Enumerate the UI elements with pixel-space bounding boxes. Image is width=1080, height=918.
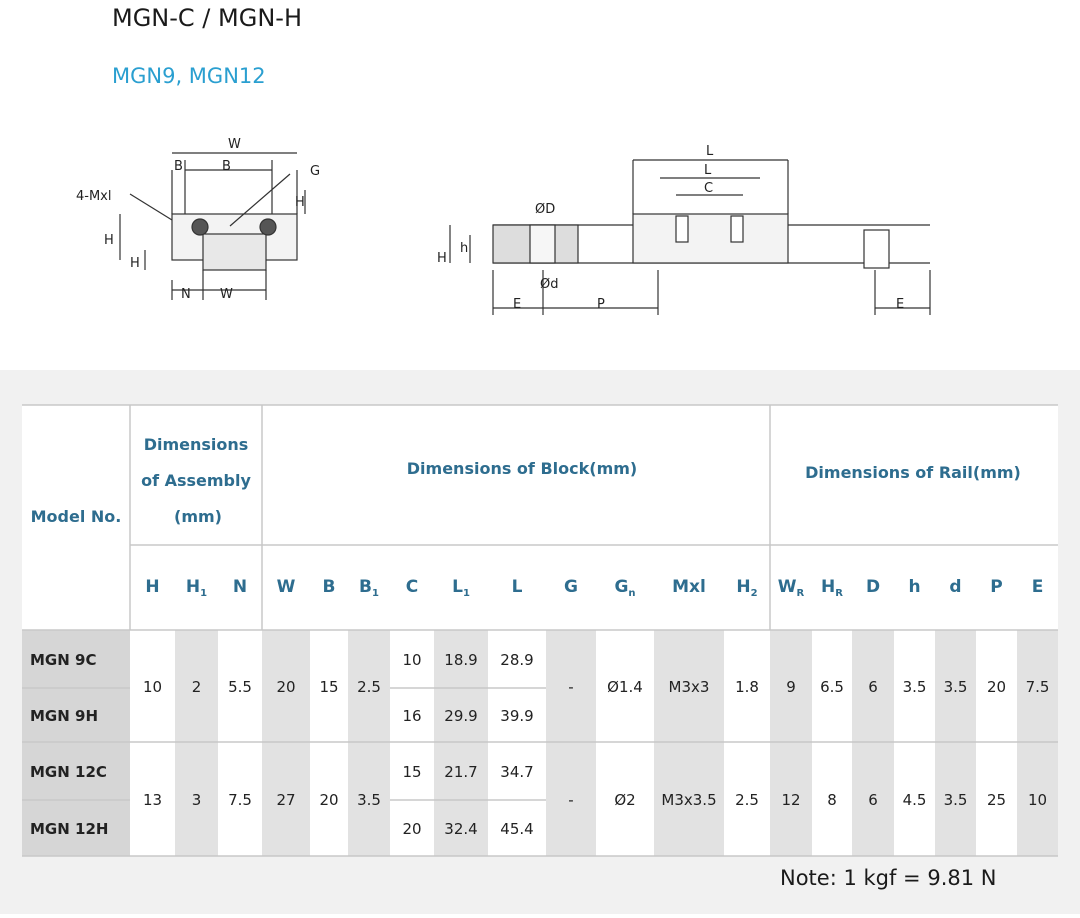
cell-d: 3.5 [943,678,968,696]
column-header: $H_R$ [821,577,843,599]
column-header: N [232,577,248,597]
label-W: W [228,137,241,152]
cell-L: 34.7 [500,763,534,781]
label-H2: H [295,195,305,210]
column-header: $B_1$ [359,577,379,599]
cell-L1: 18.9 [444,651,478,669]
cell-L1: 21.7 [444,763,478,781]
cell-H: 10 [142,678,163,696]
unit-note: Note: 1 kgf = 9.81 N [780,866,997,890]
shaded-column [348,630,390,856]
column-header: B [322,577,336,597]
label-E: E [513,297,522,312]
label-C: C [704,181,714,196]
label-Gn: G [310,164,321,179]
label-D: ØD [535,202,556,217]
cross-section-drawing [120,153,305,300]
header-assembly: Dimensions [143,435,249,454]
cell-N: 5.5 [228,678,252,696]
label-H1: H [130,256,140,271]
cell-L: 45.4 [500,820,534,838]
cell-h: 4.5 [902,791,927,809]
model-name: MGN 9H [30,707,99,725]
cell-D: 6 [868,791,878,809]
column-header: C [405,577,419,597]
label-L1: L [704,163,712,178]
column-header: $H_2$ [736,577,758,599]
label-P: P [597,297,605,312]
cell-H1: 3 [191,791,202,809]
column-header: $W_R$ [777,577,805,599]
label-L: L [706,144,714,159]
label-WR: W [220,287,233,302]
model-name: MGN 9C [30,651,97,669]
page-subtitle: MGN9, MGN12 [112,64,266,88]
column-header: W [276,577,296,597]
header-block: Dimensions of Block(mm) [406,459,638,478]
label-N: N [181,287,191,302]
shaded-column [546,630,596,856]
shaded-column [770,630,812,856]
page-title: MGN-C / MGN-H [112,4,302,32]
model-name: MGN 12H [30,820,109,838]
shaded-column [175,630,218,856]
cell-E: 7.5 [1025,678,1050,696]
shaded-column [654,630,724,856]
shaded-column [852,630,894,856]
column-header: $L_1$ [452,577,470,599]
column-header: D [865,577,881,597]
cell-Gn: Ø2 [614,791,636,809]
side-view-drawing [450,160,930,315]
cell-G: - [568,678,574,696]
shaded-column [262,630,310,856]
column-header: $G_n$ [614,577,636,599]
cell-H2: 2.5 [735,791,759,809]
cell-H1: 2 [191,678,202,696]
cell-h: 3.5 [902,678,927,696]
header-assembly: (mm) [174,507,222,526]
column-header: L [511,577,523,597]
cell-P: 25 [986,791,1007,809]
label-Mxl: 4-Mxl [76,189,112,204]
column-header: Mxl [672,577,706,597]
cell-Mxl: M3x3 [668,678,710,696]
cell-Mxl: M3x3.5 [661,791,717,809]
cell-W: 27 [276,791,296,809]
label-B: B [222,159,231,174]
column-header: E [1031,577,1044,597]
cell-G: - [568,791,574,809]
cell-C: 20 [402,820,422,838]
column-header: d [949,577,962,597]
cell-N: 7.5 [228,791,252,809]
cell-B1: 3.5 [357,791,381,809]
spec-table [0,370,1080,914]
cell-B: 20 [319,791,339,809]
cell-WR: 9 [786,678,796,696]
cell-E: 10 [1027,791,1048,809]
header-assembly: of Assembly [141,471,251,490]
spec-table-panel [0,370,1080,914]
cell-W: 20 [276,678,296,696]
column-header: P [990,577,1003,597]
model-name: MGN 12C [30,763,107,781]
label-h: h [460,241,469,256]
label-HR: H [437,251,447,266]
cell-L: 39.9 [500,707,534,725]
cell-L1: 32.4 [444,820,478,838]
column-header: G [564,577,578,597]
cell-H: 13 [142,791,163,809]
header-rail: Dimensions of Rail(mm) [805,463,1021,482]
cell-B: 15 [319,678,339,696]
label-H: H [104,233,114,248]
label-d: Ød [540,277,559,292]
cell-WR: 12 [781,791,801,809]
header-model-no: Model No. [30,507,122,526]
cell-B1: 2.5 [357,678,381,696]
technical-drawings [0,130,1080,330]
cell-HR: 8 [827,791,837,809]
cell-D: 6 [868,678,878,696]
column-header: h [908,577,921,597]
cell-d: 3.5 [943,791,968,809]
shaded-column [1017,630,1058,856]
label-B1: B [174,159,183,174]
cell-C: 10 [402,651,422,669]
shaded-column [935,630,976,856]
cell-L1: 29.9 [444,707,478,725]
cell-Gn: Ø1.4 [607,678,643,696]
cell-P: 20 [986,678,1007,696]
cell-L: 28.9 [500,651,534,669]
cell-C: 16 [402,707,422,725]
cell-C: 15 [402,763,422,781]
label-E-right: E [896,297,905,312]
column-header: H [145,577,160,597]
cell-H2: 1.8 [735,678,759,696]
column-header: $H_1$ [185,577,208,599]
cell-HR: 6.5 [820,678,844,696]
